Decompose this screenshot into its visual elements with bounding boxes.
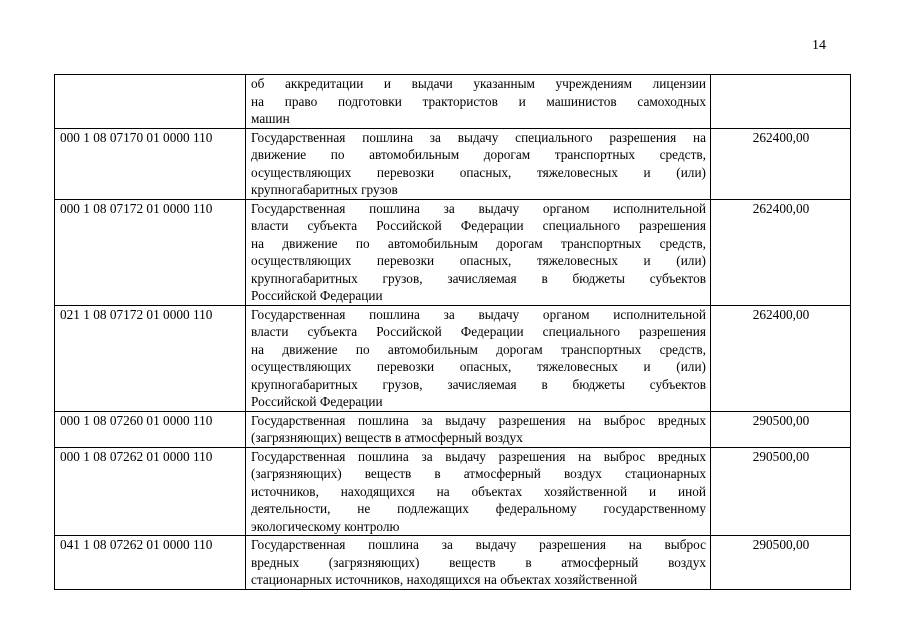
budget-code-cell: 021 1 08 07172 01 0000 110 xyxy=(55,305,246,411)
description-cell xyxy=(246,411,711,447)
description-line: (загрязняющих) веществ в атмосферный воздух xyxy=(251,430,523,445)
amount-cell: 290500,00 xyxy=(711,411,851,447)
description-line: вредных (загрязняющих) веществ в атмосферный воздух xyxy=(251,554,706,570)
description-line: стационарных источников, находящихся на объектах хозяйственной xyxy=(251,572,638,587)
description-line: Российской Федерации xyxy=(251,288,383,303)
description-line: крупногабаритных грузов, зачисляемая в бюджеты субъектов xyxy=(251,270,706,286)
description-line: источников, находящихся на объектах хозяйственной и иной xyxy=(251,483,706,499)
table-row xyxy=(55,447,851,536)
description-line: на движение по автомобильным дорогам транспортных средств, xyxy=(251,341,706,357)
amount-cell: 262400,00 xyxy=(711,305,851,411)
table-row xyxy=(55,411,851,447)
budget-code-cell xyxy=(55,75,246,129)
description-cell xyxy=(246,75,711,129)
description-line: Государственная пошлина за выдачу разрешения на выброс вредных xyxy=(251,448,706,464)
budget-code-cell: 000 1 08 07262 01 0000 110 xyxy=(55,447,246,536)
budget-code-cell: 041 1 08 07262 01 0000 110 xyxy=(55,536,246,590)
description-line: Государственная пошлина за выдачу органом исполнительной xyxy=(251,306,706,322)
description-line: деятельности, не подлежащих федеральному государственному xyxy=(251,501,706,516)
description-line: на право подготовки трактористов и машинистов самоходных xyxy=(251,93,706,109)
description-cell xyxy=(246,199,711,305)
budget-code-cell: 000 1 08 07170 01 0000 110 xyxy=(55,128,246,199)
description-line: осуществляющих перевозки опасных, тяжеловесных и (или) xyxy=(251,253,706,268)
description-line: Государственная пошлина за выдачу разрешения на выброс xyxy=(251,537,706,552)
budget-code-cell: 000 1 08 07260 01 0000 110 xyxy=(55,411,246,447)
table-row xyxy=(55,128,851,199)
description-cell xyxy=(246,305,711,411)
description-line: движение по автомобильным дорогам транспортных средств, xyxy=(251,147,706,162)
description-line: власти субъекта Российской Федерации специального разрешения xyxy=(251,324,706,339)
description-cell xyxy=(246,536,711,590)
amount-cell: 290500,00 xyxy=(711,447,851,536)
amount-cell: 262400,00 xyxy=(711,128,851,199)
budget-code-cell: 000 1 08 07172 01 0000 110 xyxy=(55,199,246,305)
description-line: Государственная пошлина за выдачу органом исполнительной xyxy=(251,200,706,216)
table-row xyxy=(55,305,851,411)
description-line: крупногабаритных грузов xyxy=(251,182,398,197)
description-line: осуществляющих перевозки опасных, тяжеловесных и (или) xyxy=(251,359,706,374)
page-number: 14 xyxy=(812,38,826,53)
amount-cell: 290500,00 xyxy=(711,536,851,590)
description-cell xyxy=(246,128,711,199)
description-line: Российской Федерации xyxy=(251,394,383,409)
amount-cell xyxy=(711,75,851,129)
description-line: (загрязняющих) веществ в атмосферный воздух стационарных xyxy=(251,466,706,481)
description-line: осуществляющих перевозки опасных, тяжеловесных и (или) xyxy=(251,164,706,180)
description-line: власти субъекта Российской Федерации специального разрешения xyxy=(251,218,706,233)
table-row xyxy=(55,199,851,305)
table-row xyxy=(55,536,851,590)
description-line: на движение по автомобильным дорогам транспортных средств, xyxy=(251,235,706,251)
description-line: крупногабаритных грузов, зачисляемая в бюджеты субъектов xyxy=(251,376,706,392)
description-cell xyxy=(246,447,711,536)
description-line: машин xyxy=(251,111,290,126)
description-line: экологическому контролю xyxy=(251,518,400,534)
table-body xyxy=(55,75,851,590)
description-line: Государственная пошлина за выдачу разрешения на выброс вредных xyxy=(251,412,706,428)
description-line: Государственная пошлина за выдачу специального разрешения на xyxy=(251,129,706,145)
amount-cell: 262400,00 xyxy=(711,199,851,305)
description-line: об аккредитации и выдачи указанным учреждениям лицензии xyxy=(251,76,706,91)
table-row xyxy=(55,75,851,129)
budget-revenue-table xyxy=(54,74,851,590)
